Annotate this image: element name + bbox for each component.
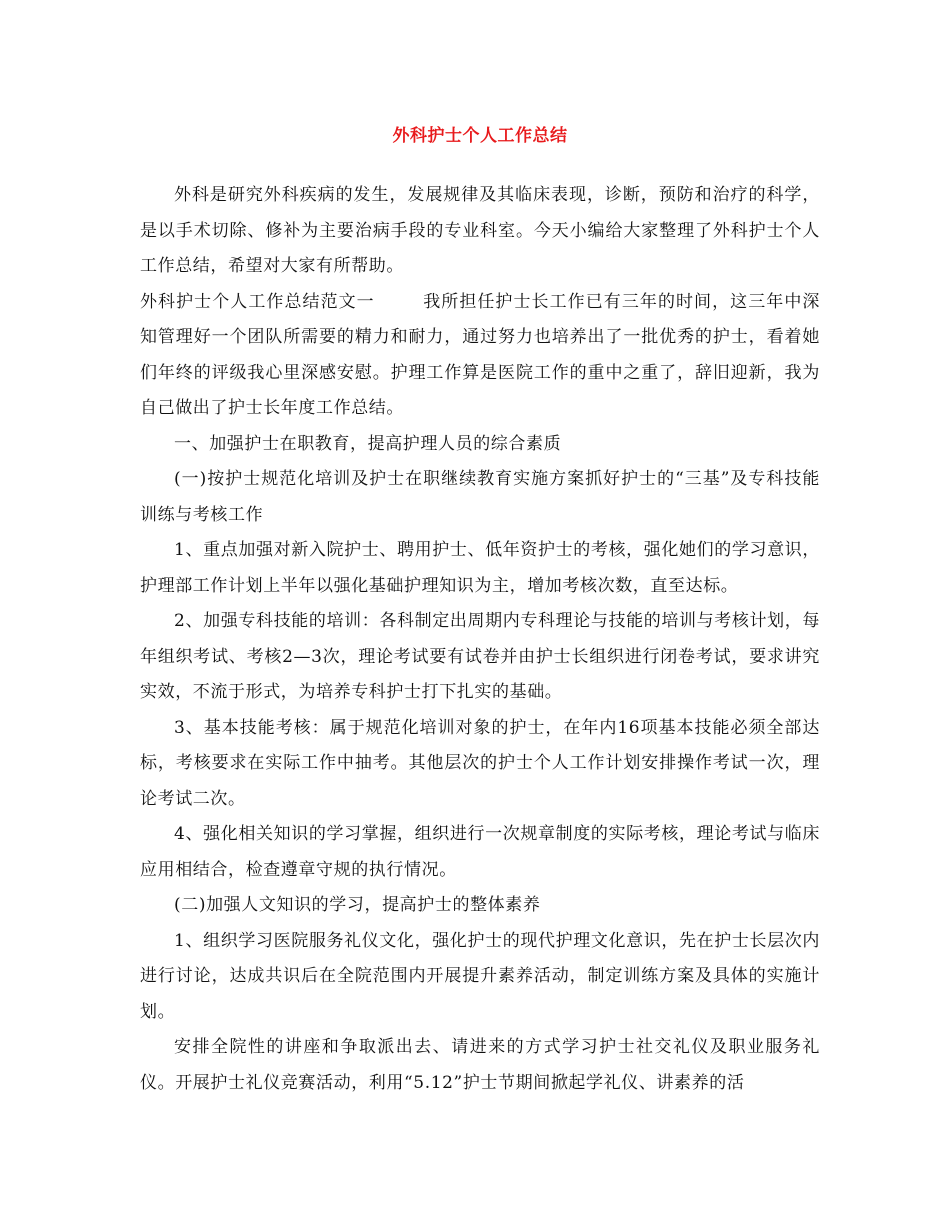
document-text — [140, 178, 820, 1101]
list-item-5: 1、组织学习医院服务礼仪文化，强化护士的现代护理文化意识，先在护士长层次内进行讨论，达成共识后在全院范围内开展提升素养活动，制定训练方案及具体的实施计划。 — [140, 930, 820, 1022]
subsection-heading-1: (一)按护士规范化培训及护士在职继续教育实施方案抓好护士的“三基”及专科技能训练与考核工作 — [140, 469, 820, 525]
list-item-1: 1、重点加强对新入院护士、聘用护士、低年资护士的考核，强化她们的学习意识，护理部工作计划上半年以强化基础护理知识为主，增加考核次数，直至达标。 — [140, 540, 820, 596]
body-paragraph: 安排全院性的讲座和争取派出去、请进来的方式学习护士社交礼仪及职业服务礼仪。开展护士礼仪竞赛活动，利用“5.12”护士节期间掀起学礼仪、讲素养的活 — [140, 1037, 820, 1093]
sample-heading: 外科护士个人工作总结范文一 — [140, 291, 375, 312]
list-item-3: 3、基本技能考核：属于规范化培训对象的护士，在年内16项基本技能必须全部达标，考核要求在实际工作中抽考。其他层次的护士个人工作计划安排操作考试一次，理论考试二次。 — [140, 717, 820, 809]
sample-paragraph — [140, 285, 820, 427]
intro-paragraph: 外科是研究外科疾病的发生，发展规律及其临床表现，诊断，预防和治疗的科学，是以手术切除、修补为主要治病手段的专业科室。今天小编给大家整理了外科护士个人工作总结，希望对大家有所帮助。 — [140, 185, 820, 276]
document-body — [140, 0, 820, 1101]
subsection-heading-2: (二)加强人文知识的学习，提高护士的整体素养 — [174, 895, 541, 915]
document-title: 外科护士个人工作总结 — [392, 126, 568, 146]
sample-opening: 我所担任护士长工作已有三年的时间，这三年中深知管理好一个团队所需要的精力和耐力，通过努力也培养出了一批优秀的护士，看着她们年终的评级我心里深感安慰。护理工作算是医院工作的重中之重了，辞旧迎新，我为自己做出了护士长年度工作总结。 — [140, 291, 820, 418]
list-item-2: 2、加强专科技能的培训：各科制定出周期内专科理论与技能的培训与考核计划，每年组织考试、考核2—3次，理论考试要有试卷并由护士长组织进行闭卷考试，要求讲究实效，不流于形式，为培养专科护士打下扎实的基础。 — [140, 611, 820, 702]
list-item-4: 4、强化相关知识的学习掌握，组织进行一次规章制度的实际考核，理论考试与临床应用相结合，检查遵章守规的执行情况。 — [140, 824, 820, 880]
section-heading-1: 一、加强护士在职教育，提高护理人员的综合素质 — [174, 433, 562, 454]
